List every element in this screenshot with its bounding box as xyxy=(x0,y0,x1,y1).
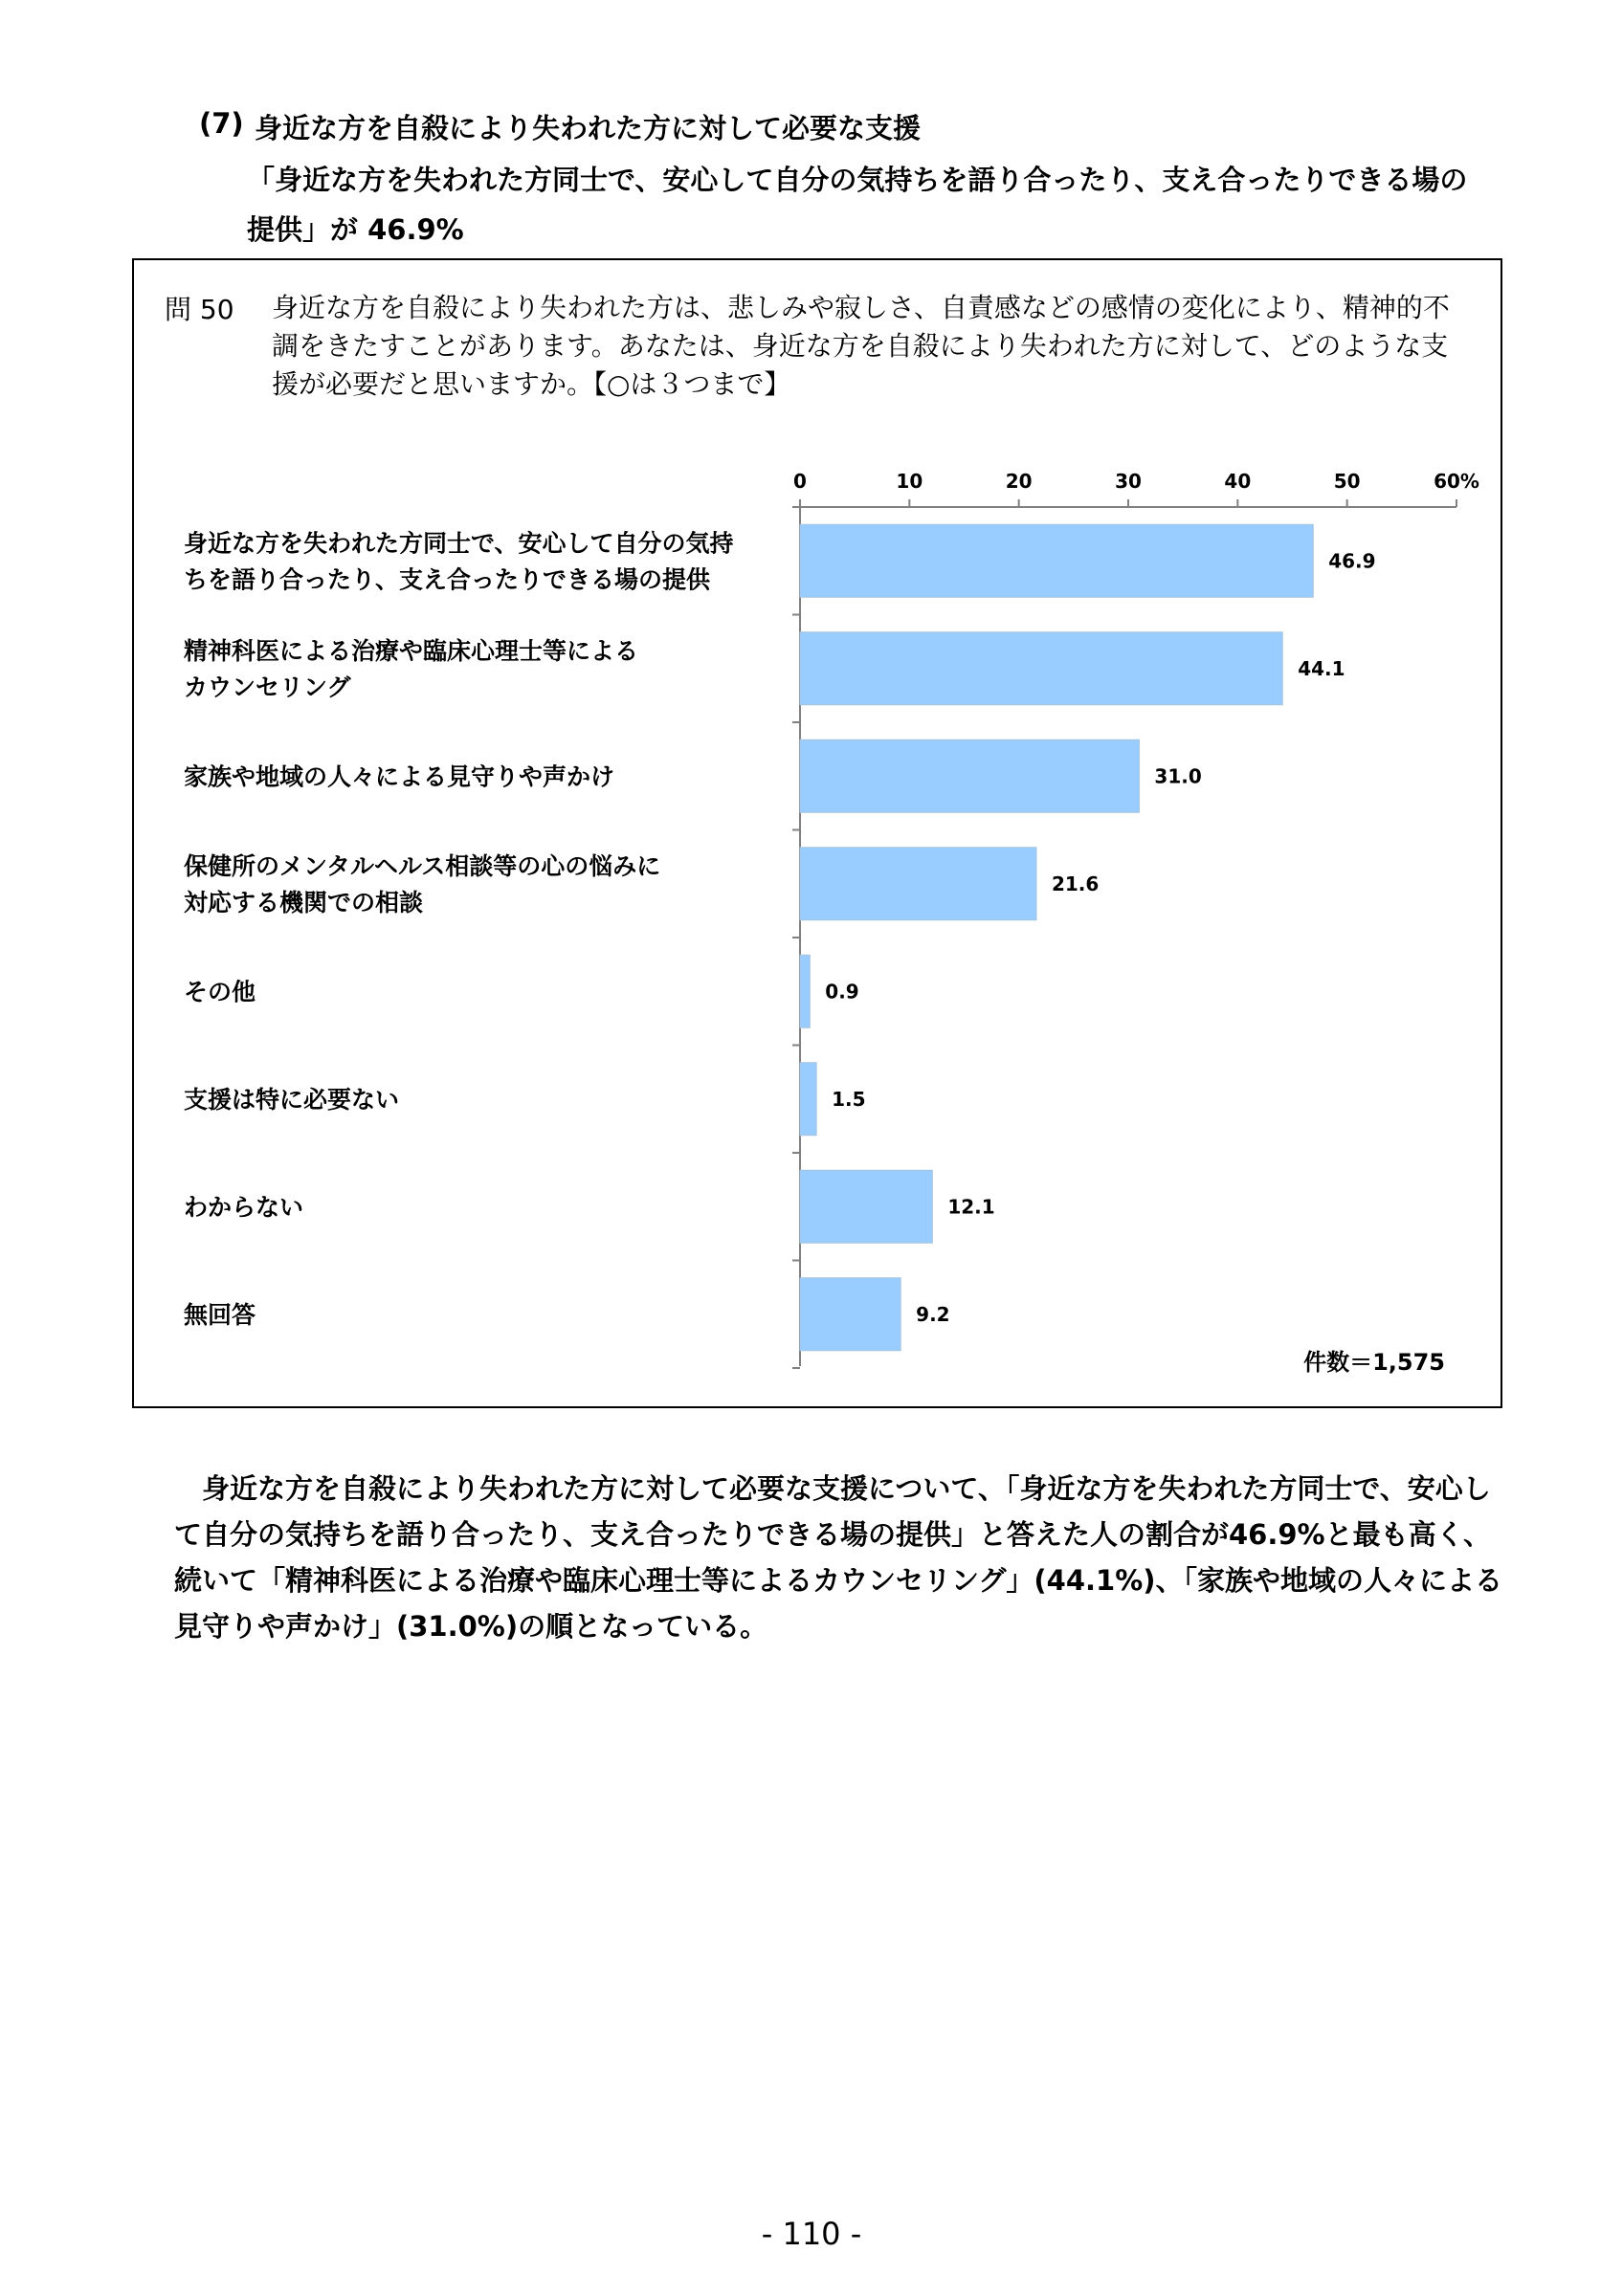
bar-value-label: 0.9 xyxy=(825,980,859,1004)
category-label xyxy=(184,529,734,593)
bar xyxy=(800,1063,816,1136)
bar-value-label: 12.1 xyxy=(947,1195,995,1219)
x-tick-label: 60% xyxy=(1434,470,1479,493)
category-label-line: 無回答 xyxy=(184,1300,256,1329)
category-label-line: カウンセリング xyxy=(184,673,351,701)
x-tick-label: 50 xyxy=(1333,470,1361,493)
bar-value-label: 1.5 xyxy=(832,1087,866,1111)
category-label-line: 精神科医による治療や臨床心理士等による xyxy=(184,636,639,665)
category-label xyxy=(184,1193,303,1221)
x-tick-label: 10 xyxy=(896,470,923,493)
bar xyxy=(800,632,1282,705)
category-label xyxy=(184,1301,256,1329)
category-label-line: 家族や地域の人々による見守りや声かけ xyxy=(184,762,615,791)
question-text: 身近な方を自殺により失われた方は、悲しみや寂しさ、自責感などの感情の変化により、精神的不調をきたすことがあります。あなたは、身近な方を自殺により失われた方に対して、どのような支援が必要だと思いますか。【○は３つまで】 xyxy=(272,292,1450,400)
bar-value-label: 9.2 xyxy=(916,1302,950,1326)
page-number: - 110 - xyxy=(761,2216,862,2252)
sample-size-label: 件数＝1,575 xyxy=(1303,1349,1445,1376)
category-label-line: 対応する機関での相談 xyxy=(184,888,424,916)
category-label-line: 支援は特に必要ない xyxy=(184,1085,400,1114)
x-tick-label: 20 xyxy=(1005,470,1033,493)
category-label xyxy=(184,762,614,790)
category-label xyxy=(184,637,638,701)
bar xyxy=(800,848,1036,920)
category-labels xyxy=(184,529,734,1329)
bar xyxy=(800,955,810,1027)
bar xyxy=(800,740,1139,812)
bar-value-label: 46.9 xyxy=(1328,549,1376,573)
question-number: 問 50 xyxy=(165,294,234,325)
category-label-line: わからない xyxy=(184,1193,304,1222)
category-label-line: 身近な方を失われた方同士で、安心して自分の気持 xyxy=(184,529,734,558)
x-tick-label: 0 xyxy=(793,470,807,493)
x-tick-label: 30 xyxy=(1115,470,1142,493)
category-label-line: 保健所のメンタルヘルス相談等の心の悩みに xyxy=(184,851,661,880)
bar xyxy=(800,1170,932,1243)
category-label xyxy=(184,978,256,1005)
category-label-line: ちを語り合ったり、支え合ったりできる場の提供 xyxy=(184,565,711,594)
bar-value-label: 21.6 xyxy=(1051,872,1100,895)
category-label xyxy=(184,1086,399,1114)
section-headline: 「身近な方を失われた方同士で、安心して自分の気持ちを語り合ったり、支え合ったりできる場の提供」が 46.9% xyxy=(247,164,1468,246)
bar xyxy=(800,1278,900,1351)
category-label-line: その他 xyxy=(184,978,256,1006)
summary-text: 身近な方を自殺により失われた方に対して必要な支援について、「身近な方を失われた方同士で、安心して自分の気持ちを語り合ったり、支え合ったりできる場の提供」と答えた人の割合が46.9%と最も高く、続いて「精神科医による治療や臨床心理士等によるカウンセリング」(44.1%)、「家族や地域の人々による見守りや声かけ」(31.0%)の順となっている。 xyxy=(174,1472,1503,1643)
bar xyxy=(800,524,1313,597)
category-label xyxy=(184,852,660,916)
section-number: (7) xyxy=(199,107,244,140)
bars xyxy=(800,524,1376,1351)
bar-value-label: 44.1 xyxy=(1298,656,1345,680)
bar-value-label: 31.0 xyxy=(1154,764,1202,788)
section-title: 身近な方を自殺により失われた方に対して必要な支援 xyxy=(255,112,922,144)
x-tick-label: 40 xyxy=(1224,470,1252,493)
